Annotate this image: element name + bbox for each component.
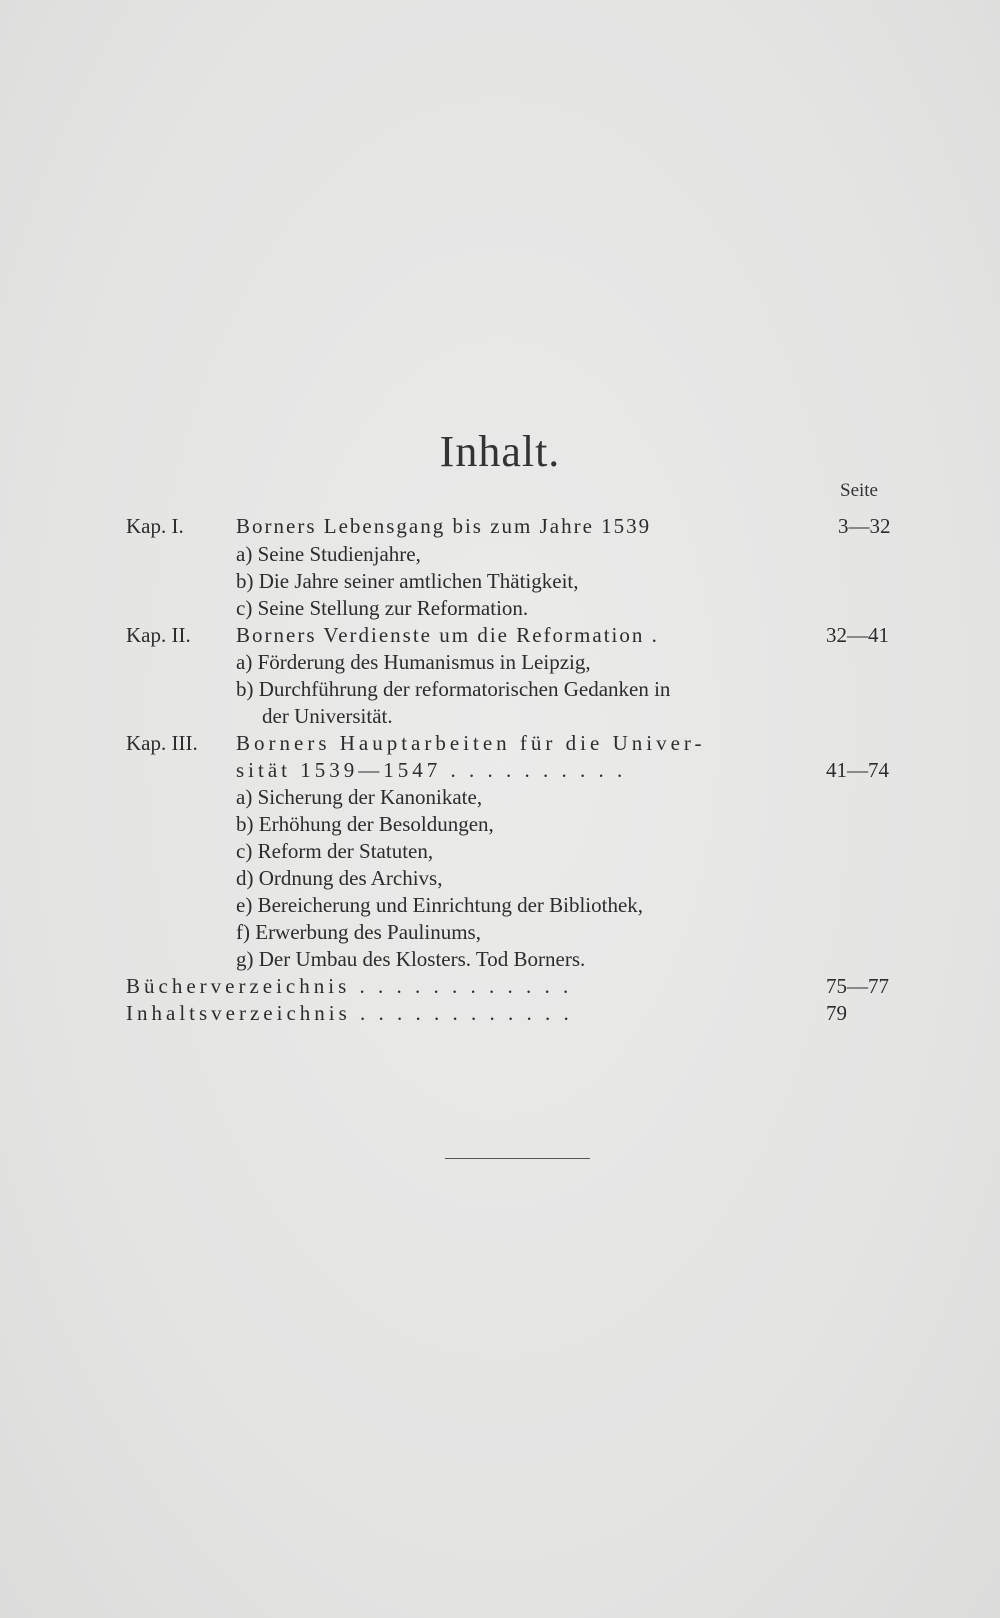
column-header-seite: Seite bbox=[840, 480, 878, 501]
subsection-item: d) Ordnung des Archivs, bbox=[236, 866, 443, 890]
subsection-item: c) Seine Stellung zur Reformation. bbox=[236, 596, 529, 620]
subsection-item: der Universität. bbox=[262, 704, 393, 728]
closing-rule bbox=[445, 1158, 590, 1159]
subsection-item: c) Reform der Statuten, bbox=[236, 839, 434, 863]
back-matter-entry: Bücherverzeichnis . . . . . . . . . . . . bbox=[126, 974, 573, 998]
chapter-label: Kap. I. bbox=[126, 514, 184, 538]
back-matter-pages: 79 bbox=[826, 1001, 847, 1025]
page-title: Inhalt. bbox=[439, 427, 561, 476]
subsection-item: b) Die Jahre seiner amtlichen Thätigkeit, bbox=[236, 569, 579, 593]
subsection-item: e) Bereicherung und Einrichtung der Bibliothek, bbox=[236, 893, 644, 917]
subsection-item: b) Durchführung der reformatorischen Gedanken in bbox=[236, 677, 671, 701]
subsection-item: a) Förderung des Humanismus in Leipzig, bbox=[236, 650, 591, 674]
chapter-pages: 3—32 bbox=[838, 514, 891, 538]
subsection-item: b) Erhöhung der Besoldungen, bbox=[236, 812, 494, 836]
back-matter-entry: Inhaltsverzeichnis . . . . . . . . . . . . bbox=[126, 1001, 573, 1025]
chapter-pages: 32—41 bbox=[826, 623, 889, 647]
subsection-item: a) Seine Studienjahre, bbox=[236, 542, 421, 566]
chapter-heading: Borners Verdienste um die Reformation . bbox=[236, 623, 659, 647]
chapter-heading: Borners Lebensgang bis zum Jahre 1539 bbox=[236, 514, 652, 538]
chapter-label: Kap. II. bbox=[126, 623, 191, 647]
chapter-heading: Borners Hauptarbeiten für die Univer- bbox=[236, 731, 706, 755]
subsection-item: a) Sicherung der Kanonikate, bbox=[236, 785, 483, 809]
chapter-pages: 41—74 bbox=[826, 758, 889, 782]
back-matter-pages: 75—77 bbox=[826, 974, 889, 998]
subsection-item: f) Erwerbung des Paulinums, bbox=[236, 920, 481, 944]
subsection-item: g) Der Umbau des Klosters. Tod Borners. bbox=[236, 947, 586, 971]
chapter-label: Kap. III. bbox=[126, 731, 198, 755]
chapter-heading-continuation: sität 1539—1547 . . . . . . . . . . bbox=[236, 758, 627, 782]
